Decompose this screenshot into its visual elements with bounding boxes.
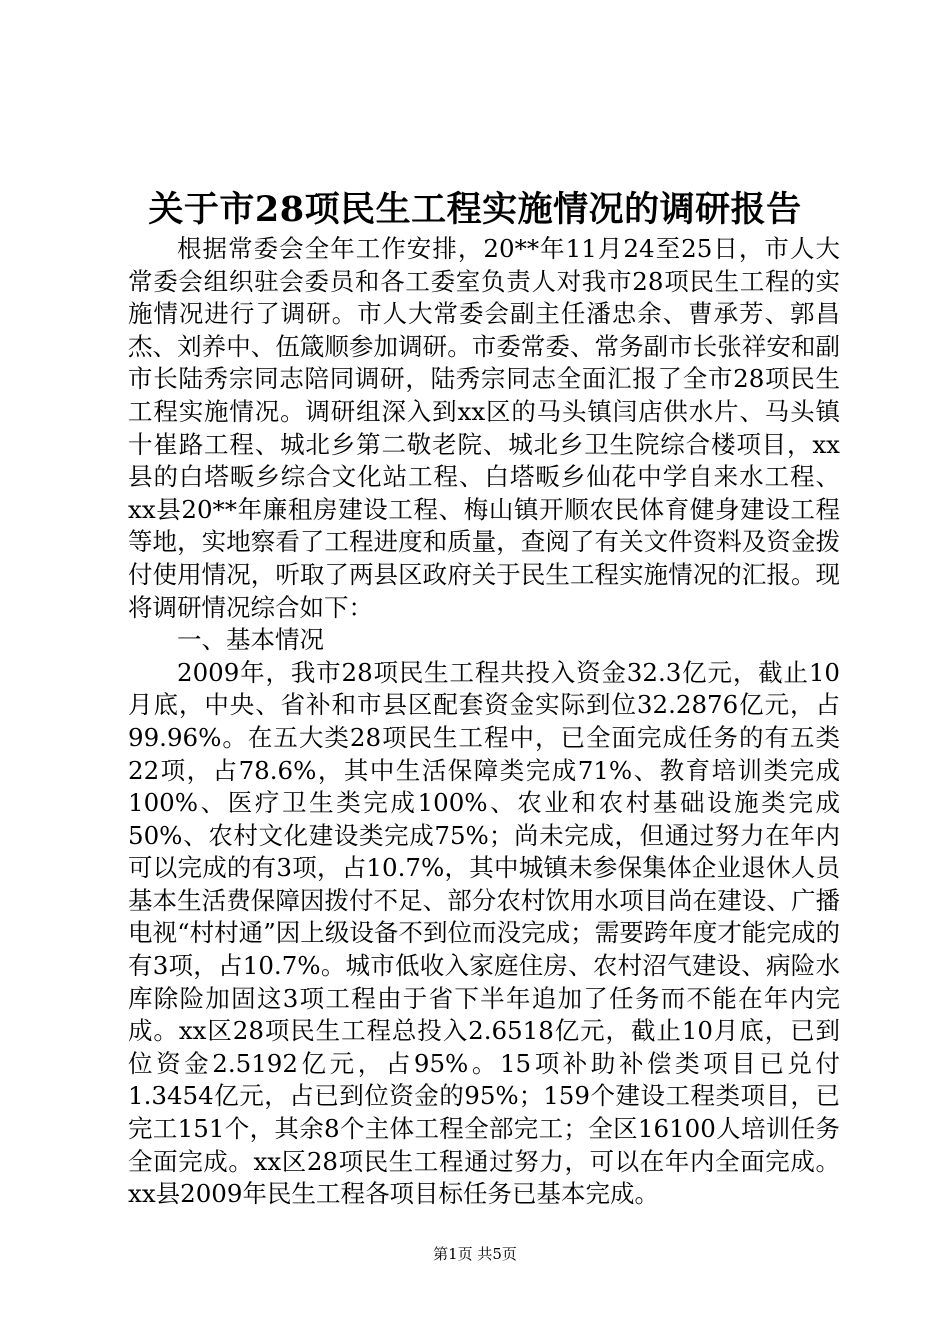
page-footer: 第1页 共5页 [433,1245,517,1263]
section-heading: 一、基本情况 [177,625,324,655]
intro-paragraph: 根据常委会全年工作安排，20**年11月24至25日，市人大常委会组织驻会委员和各工委室负责人对我市28项民生工程的实施情况进行了调研。市人大常委会副主任潘忠余、曹承芳、郭昌杰、刘养中、伍箴顺参加调研。市委常委、常务副市长张祥安和副市长陆秀宗同志陪同调研，陆秀宗同志全面汇报了全市28项民生工程实施情况。调研组深入到xx区的马头镇闫店供水片、马头镇十崔路工程、城北乡第二敬老院、城北乡卫生院综合楼项目，xx县的白塔畈乡综合文化站工程、白塔畈乡仙花中学自来水工程、xx县20**年廉租房建设工程、梅山镇开顺农民体育健身建设工程等地，实地察看了工程进度和质量，查阅了有关文件资料及资金拨付使用情况，听取了两县区政府关于民生工程实施情况的汇报。现将调研情况综合如下： [128,234,840,622]
basic-situation-paragraph: 2009年，我市28项民生工程共投入资金32.3亿元，截止10月底，中央、省补和市县区配套资金实际到位32.2876亿元，占99.96%。在五大类28项民生工程中，已全面完成任务的有五类22项，占78.6%，其中生活保障类完成71%、教育培训类完成100%、医疗卫生类完成100%、农业和农村基础设施类完成50%、农村文化建设类完成75%；尚未完成，但通过努力在年内可以完成的有3项，占10.7%，其中城镇未参保集体企业退休人员基本生活费保障因拨付不足、部分农村饮用水项目尚在建设、广播电视“村村通”因上级设备不到位而没完成；需要跨年度才能完成的有3项，占10.7%。城市低收入家庭住房、农村沼气建设、病险水库除险加固这3项工程由于省下半年追加了任务而不能在年内完成。xx区28项民生工程总投入2.6518亿元，截止10月底，已到位资金2.5192亿元，占95%。15项补助补偿类项目已兑付1.3454亿元，占已到位资金的95%；159个建设工程类项目，已完工151个，其余8个主体工程全部完工；全区16100人培训任务全面完成。xx区28项民生工程通过努力，可以在年内全面完成。xx县2009年民生工程各项目标任务已基本完成。 [128,657,840,1209]
document-title: 关于市28项民生工程实施情况的调研报告 [148,189,802,230]
document-body [128,233,840,1211]
